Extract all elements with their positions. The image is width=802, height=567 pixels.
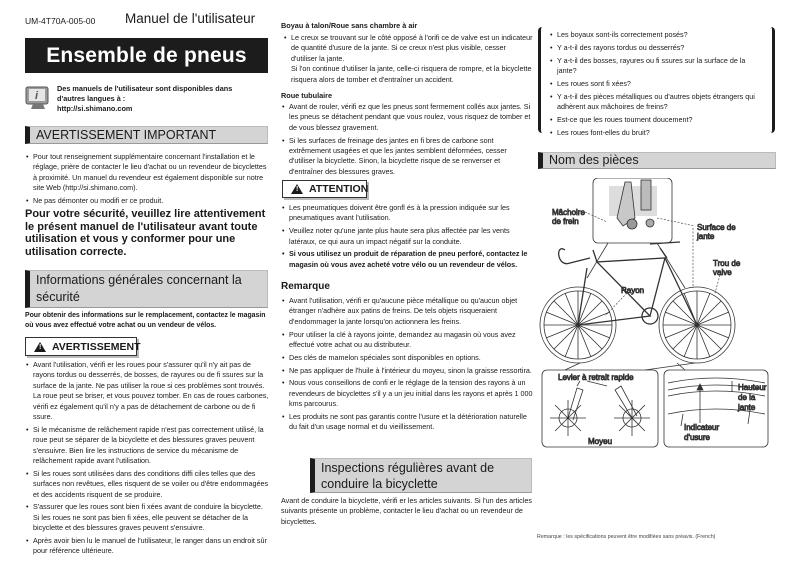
tubeless-list (283, 33, 533, 87)
list-item: • Si le mécanisme de relâchement rapide n'est pas correctement utilisé, la roue peut se séparer de la bicyclette et des blessures graves peuvent s'ensuivre. Bien lire les instructions de service du mécanisme de relâchement rapide avant l'utilisation. (25, 425, 270, 467)
inspection-heading: Inspections régulières avant de conduire la bicyclette (310, 458, 532, 493)
checklist-item: • Les boyaux sont-ils correctement posés? (549, 30, 764, 40)
inspection-intro: Avant de conduire la bicyclette, vérifi er les articles suivants. Si l'un des articles suivants présente un problème, contacter le lieu d'achat ou un revendeur de bicyclettes. (281, 496, 532, 526)
checklist-item: • Y a-t-il des rayons tordus ou desserrés? (549, 43, 764, 53)
languages-note (57, 84, 267, 114)
caution-list (281, 203, 533, 273)
list-item: • Après avoir bien lu le manuel de l'utilisateur, le ranger dans un endroit sûr pour référence ultérieure. (25, 536, 270, 557)
svg-text:i: i (35, 90, 39, 102)
bike-parts-diagram (535, 178, 802, 458)
tubeless-continuation: Si l'on continue d'utiliser la jante, celle-ci risquera de rompre, et la bicyclette risquera alors de tomber et d'entraîner un accident. (291, 64, 532, 84)
safety-info-intro: Pour obtenir des informations sur le remplacement, contactez le magasin où vous avez effectué votre achat ou un vendeur de vélos. (25, 312, 266, 330)
footer-remark: Remarque : les spécifications peuvent être modifiées sans préavis. (French) (537, 534, 716, 540)
note-heading: Remarque (281, 281, 330, 292)
languages-note-line: d'autres langues à : (57, 94, 126, 103)
label-rim-height: Hauteur (738, 383, 767, 392)
checklist-item: • Y a-t-il des pièces métalliques ou d'autres objets étrangers qui adhèrent aux mâchoires de freins? (549, 92, 764, 113)
checklist-item: • Les roues sont fi xées? (549, 79, 764, 89)
tubeless-heading: Boyau à talon/Roue sans chambre à air (281, 21, 418, 30)
label-valve-hole: valve (713, 268, 732, 277)
list-item: • Si les surfaces de freinage des jantes en fi bres de carbone sont extrêmement usagées et que les jantes semblent déformées, cesser d'utiliser la bicyclette. Sinon, la bicyclette risque de se renverser et d'entraîner des blessures graves. (281, 136, 533, 178)
caution-label-box (282, 180, 367, 198)
parts-heading: Nom des pièces (538, 152, 776, 169)
warning-label-box (25, 337, 141, 356)
list-item: • Les pneumatiques doivent être gonfl és à la pression indiquée sur les pneumatiques avant l'utilisation. (281, 203, 533, 224)
label-brake-shoe: Mâchoire (552, 208, 585, 217)
label-rim-surface: jante (697, 232, 715, 241)
monitor-info-icon (25, 85, 51, 111)
list-item: • Pour tout renseignement supplémentaire concernant l'installation et le réglage, prière de contacter le lieu d'achat ou un revendeur de bicyclettes à proximité. Un manuel du revendeur est également disponible sur notre site Web (http://si.shimano.com). (25, 152, 270, 194)
manual-title: Manuel de l'utilisateur (125, 11, 256, 26)
checklist-item: • Les roues font-elles du bruit? (549, 128, 764, 138)
caution-label: ATTENTION (309, 183, 369, 195)
list-item: • Si vous utilisez un produit de réparation de pneu perforé, contactez le magasin où vous avez acheté votre vélo ou un revendeur de vélos. (281, 249, 533, 270)
list-item: • Nous vous conseillons de confi er le réglage de la tension des rayons à un revendeurs de bicyclettes s'il y a un jeu initial dans les rayons et après 1 000 kms parcourus. (281, 378, 533, 409)
list-item: • Pour utiliser la clé à rayons jointe, demandez au magasin où vous avez effectué votre achat ou au distributeur. (281, 330, 533, 351)
list-item: • Veuillez noter qu'une jante plus haute sera plus affectée par les vents latéraux, ce qui aura un impact négatif sur la conduite. (281, 226, 533, 247)
safety-info-heading: Informations générales concernant la sécurité (25, 270, 268, 308)
checklist-item: • Y a-t-il des bosses, rayures ou fi ssures sur la surface de la jante? (549, 56, 764, 77)
page-title-banner: Ensemble de pneus (25, 38, 268, 73)
label-rim-height: de la (738, 393, 756, 402)
label-wear-indicator: Indicateur (684, 423, 720, 432)
bike-frame (559, 242, 697, 325)
caution-triangle-icon: ! (291, 184, 303, 194)
tubular-heading: Roue tubulaire (281, 91, 333, 100)
safety-statement: Pour votre sécurité, veuillez lire attentivement le présent manuel de l'utilisateur avant toute utilisation et vous y conformer pour une utilisation correcte. (25, 208, 266, 258)
label-quick-release: Levier à retrait rapide (558, 373, 634, 382)
checklist-item: • Est-ce que les roues tournent doucement? (549, 115, 764, 125)
label-rim-height: jante (738, 403, 756, 412)
list-item: • Ne pas appliquer de l'huile à l'intérieur du moyeu, sinon la graisse ressortira. (281, 366, 533, 376)
label-rim-surface: Surface de (697, 223, 736, 232)
warning-list (25, 360, 270, 559)
label-brake-shoe: de frein (552, 217, 579, 226)
languages-note-line: Des manuels de l'utilisateur sont disponibles dans (57, 84, 233, 93)
list-item: • Ne pas démonter ou modifi er ce produit. (25, 196, 270, 206)
list-item: • Des clés de mamelon spéciales sont disponibles en options. (281, 353, 533, 363)
list-item: • Avant de rouler, vérifi ez que les pneus sont fermement collés aux jantes. Si les pneus se détachent pendant que vous roulez, vous risquez de tomber et de vous blessez gravement. (281, 102, 533, 133)
label-hub: Moyeu (588, 437, 613, 446)
list-item: • S'assurer que les roues sont bien fi xées avant de conduire la bicyclette. Si les roues ne sont pas bien fi xées, elle peuvent se détacher de la bicyclette et des blessures graves peuvent s'ensuivre. (25, 502, 270, 533)
list-item: • Avant l'utilisation, vérifi er les roues pour s'assurer qu'il n'y ait pas de rayons tordus ou desserrés, de bosses, de rayures ou de fi ssures sur la surface de la jante. Ne pas utiliser la roue si ces problèmes sont trouvés. La roue peut se briser, et vous pouvez tomber. En cas de roues carbones, vérifi ez également qu'il n'y a pas de détachement de carbone ou de fi ssure. (25, 360, 270, 422)
warning-triangle-icon: ! (34, 342, 46, 352)
warning-label: AVERTISSEMENT (52, 340, 141, 353)
list-item: • Avant l'utilisation, vérifi er qu'aucune pièce métallique ou qu'aucun objet étranger n'adhère aux patins de freins. De tels objets risqueraient d'endommager la jante lorsqu'on actionnera les freins. (281, 296, 533, 327)
checklist-items (549, 30, 764, 138)
important-warning-list (25, 152, 270, 209)
languages-url: http://si.shimano.com (57, 104, 133, 113)
label-spoke: Rayon (621, 286, 645, 295)
important-warning-heading: AVERTISSEMENT IMPORTANT (25, 126, 268, 144)
list-item: • Si les roues sont utilisées dans des conditions diffi ciles telles que des surfaces non revêtues, elles risquent de se voiler ou d'être endommagées et des accidents risquent de se produire. (25, 469, 270, 500)
inspection-checklist (538, 27, 775, 137)
tubular-list (281, 102, 533, 180)
list-item: • Le creux se trouvant sur le côté opposé à l'orifi ce de valve est un indicateur de quantité d'usure de la jante. Si ce creux n'est plus visible, cesser d'utiliser la jante. (283, 33, 533, 64)
list-item: • Les produits ne sont pas garantis contre l'usure et la détérioration naturelle du fait d'un usage normal et du vieillissement. (281, 412, 533, 433)
document-code: UM-4T70A-005-00 (25, 16, 96, 26)
label-wear-indicator: d'usure (684, 433, 710, 442)
note-list (281, 296, 533, 435)
label-valve-hole: Trou de (713, 259, 741, 268)
